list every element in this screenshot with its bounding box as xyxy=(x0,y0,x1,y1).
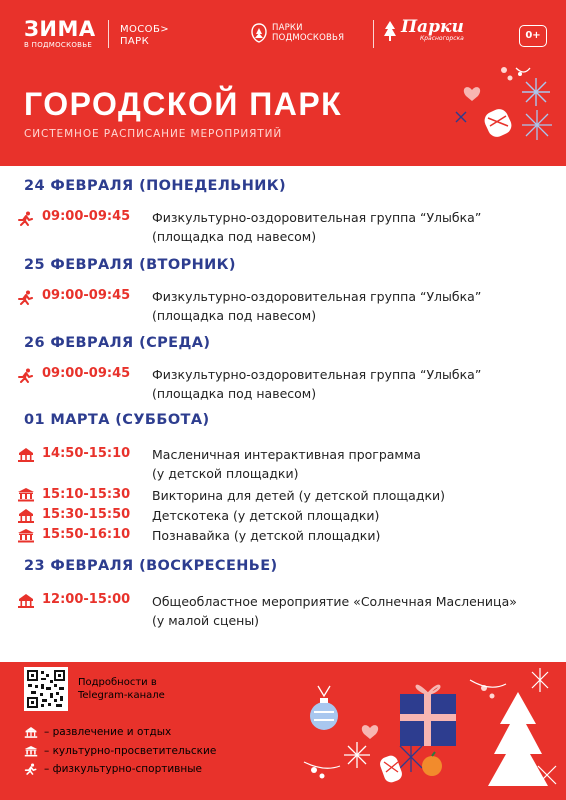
event-description xyxy=(152,445,421,483)
running-icon xyxy=(24,763,38,775)
event-location: (площадка под навесом) xyxy=(152,229,317,244)
carousel-icon xyxy=(17,593,35,608)
day-heading: 25 ФЕВРАЛЯ (ВТОРНИК) xyxy=(24,257,236,273)
event-time: 12:00-15:00 xyxy=(42,592,131,607)
event-time: 15:50-16:10 xyxy=(42,527,131,542)
event-title: Детскотека (у детской площадки) xyxy=(152,508,380,523)
logo-mosoblpark[interactable] xyxy=(120,24,169,48)
event-time: 14:50-15:10 xyxy=(42,446,131,461)
logo-mosoblpark-line2: ПАРК xyxy=(120,36,150,47)
legend-item-sport xyxy=(24,763,202,775)
museum-icon xyxy=(17,528,35,543)
qr-code[interactable] xyxy=(24,667,68,711)
logo-zima[interactable] xyxy=(24,19,96,49)
header-banner xyxy=(0,0,566,166)
logo-divider xyxy=(373,20,374,48)
event-title: Познавайка (у детской площадки) xyxy=(152,528,381,543)
day-heading: 23 ФЕВРАЛЯ (ВОСКРЕСЕНЬЕ) xyxy=(24,558,278,574)
event-title: Масленичная интерактивная программа xyxy=(152,447,421,462)
legend-item-entertainment xyxy=(24,726,171,738)
logo-parki-podmoskovya[interactable] xyxy=(250,22,344,44)
winter-decoration-icon xyxy=(300,662,566,800)
event-title: Физкультурно-оздоровительная группа “Улыбка” xyxy=(152,367,482,382)
carousel-icon xyxy=(24,726,38,738)
event-description xyxy=(152,486,445,505)
day-heading: 24 ФЕВРАЛЯ (ПОНЕДЕЛЬНИК) xyxy=(24,178,287,194)
schedule-section xyxy=(0,166,566,662)
logo-kras-text: Парки xyxy=(401,17,464,37)
winter-decoration-icon xyxy=(450,66,560,162)
event-time: 15:30-15:50 xyxy=(42,507,131,522)
event-description xyxy=(152,365,481,403)
page-title: ГОРОДСКОЙ ПАРК xyxy=(24,86,343,122)
page-subtitle: СИСТЕМНОЕ РАСПИСАНИЕ МЕРОПРИЯТИЙ xyxy=(24,128,283,140)
event-location: (у детской площадки) xyxy=(152,466,299,481)
park-emblem-icon xyxy=(250,22,268,44)
day-heading: 26 ФЕВРАЛЯ (СРЕДА) xyxy=(24,335,211,351)
event-title: Викторина для детей (у детской площадки) xyxy=(152,488,446,503)
day-heading: 01 МАРТА (СУББОТА) xyxy=(24,412,210,428)
logo-zima-text: ЗИМА xyxy=(24,17,96,41)
event-location: (площадка под навесом) xyxy=(152,308,317,323)
event-time: 09:00-09:45 xyxy=(42,366,131,381)
logo-divider xyxy=(108,20,109,48)
event-title: Физкультурно-оздоровительная группа “Улыбка” xyxy=(152,210,482,225)
event-description xyxy=(152,208,481,246)
event-description xyxy=(152,592,517,630)
event-time: 09:00-09:45 xyxy=(42,288,131,303)
tree-logo-icon xyxy=(382,20,398,42)
running-icon xyxy=(17,368,35,383)
logo-kras-subtext: Красногорска xyxy=(419,35,464,42)
carousel-icon xyxy=(17,508,35,523)
event-title: Физкультурно-оздоровительная группа “Улыбка” xyxy=(152,289,482,304)
legend-item-culture xyxy=(24,745,216,757)
telegram-details-line2: Telegram-канале xyxy=(78,690,165,701)
running-icon xyxy=(17,290,35,305)
legend-label: – физкультурно-спортивные xyxy=(44,763,202,775)
event-description xyxy=(152,506,379,525)
logo-parki-line2: ПОДМОСКОВЬЯ xyxy=(272,33,345,43)
logo-parki-line1: ПАРКИ xyxy=(272,23,303,33)
carousel-icon xyxy=(17,447,35,462)
event-location: (площадка под навесом) xyxy=(152,386,317,401)
running-icon xyxy=(17,211,35,226)
event-description xyxy=(152,287,481,325)
legend-label: – развлечение и отдых xyxy=(44,726,172,738)
telegram-details-line1: Подробности в xyxy=(78,677,157,688)
museum-icon xyxy=(24,745,38,757)
event-time: 15:10-15:30 xyxy=(42,487,131,502)
logo-parki-krasnogorska[interactable] xyxy=(382,17,464,42)
event-location: (у малой сцены) xyxy=(152,613,260,628)
event-title: Общеобластное мероприятие «Солнечная Масленица» xyxy=(152,594,517,609)
legend-label: – культурно-просветительские xyxy=(44,745,217,757)
logo-zima-subtext: В ПОДМОСКОВЬЕ xyxy=(24,41,93,49)
event-description xyxy=(152,526,380,545)
age-rating-badge: 0+ xyxy=(519,25,547,47)
event-time: 09:00-09:45 xyxy=(42,209,131,224)
telegram-details xyxy=(78,676,165,702)
logo-mosoblpark-line1: МОСОБ> xyxy=(120,24,169,35)
museum-icon xyxy=(17,487,35,502)
